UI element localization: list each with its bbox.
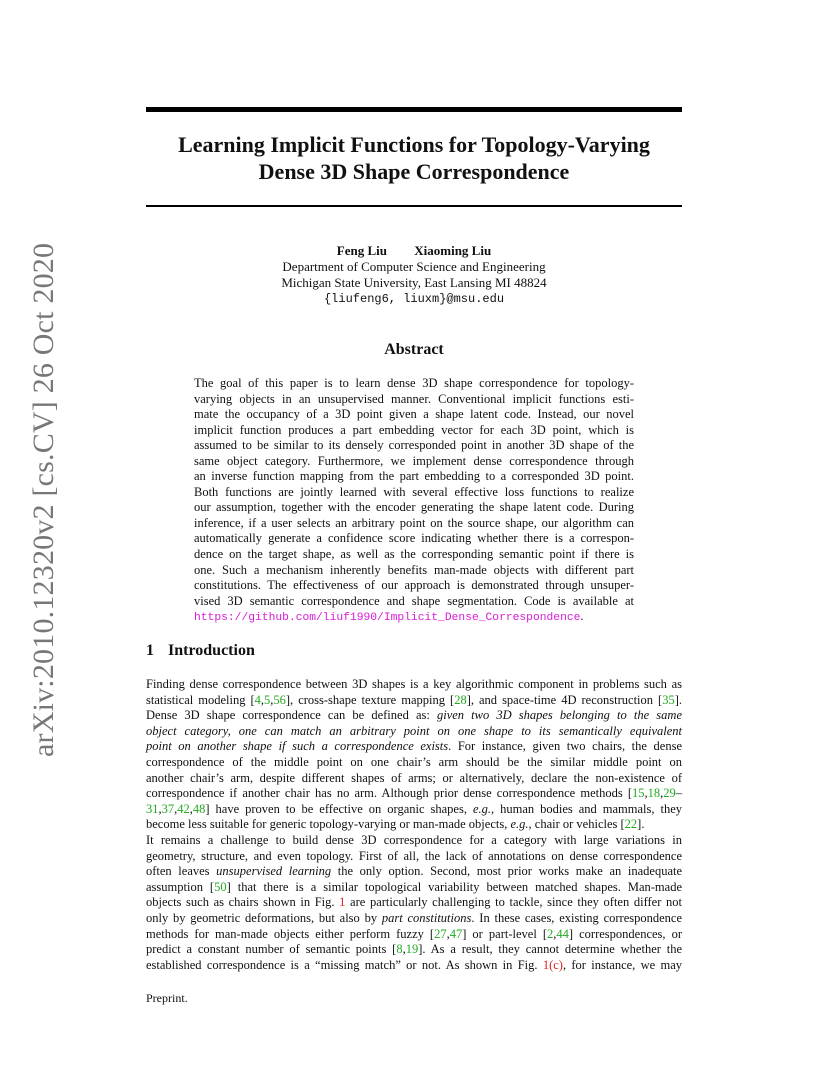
intro-paragraph-1 [146, 677, 682, 833]
text-line: correspondence if another chair has no arm. Although prior dense correspondence methods [15,18,29– [146, 786, 682, 801]
intro-paragraph-2 [146, 833, 682, 973]
citation-link[interactable]: 4 [254, 692, 261, 707]
text-line: Dense 3D shape correspondence can be defined as: given two 3D shapes belonging to the same [146, 708, 682, 723]
citation-link[interactable]: 35 [662, 692, 675, 707]
abstract-line: automatically generate a confidence score indicating whether there is a correspon- [194, 531, 634, 546]
citation-link[interactable]: 19 [405, 942, 419, 957]
text-line: Finding dense correspondence between 3D shapes is a key algorithmic component in problems such as [146, 677, 682, 691]
author-emails: {liufeng6, liuxm}@msu.edu [323, 292, 505, 306]
abstract-heading: Abstract [384, 341, 444, 358]
abstract-line: one. Such a mechanism inherently benefits man-made objects with different part [194, 562, 634, 577]
abstract-line: vised 3D semantic correspondence and shape segmentation. Code is available at [194, 593, 634, 608]
abstract-line: mate the occupancy of a 3D point given a shape latent code. Instead, our novel [194, 407, 634, 422]
author-1: Feng Liu [336, 243, 388, 258]
affiliation-line-2: Michigan State University, East Lansing MI 48824 [281, 275, 547, 290]
citation-link[interactable]: 47 [449, 926, 463, 941]
author-names [146, 243, 682, 259]
abstract-line: varying objects in an unsupervised manner. Conventional implicit functions esti- [194, 391, 634, 406]
abstract-line: dence on the target shape, as well as the corresponding semantic point if there is [194, 547, 634, 562]
section-title: Introduction [168, 642, 255, 659]
paper-title [146, 131, 682, 185]
text-line: another chair’s arm, despite different shapes of arms; or alternatively, declare the non-existence of [146, 770, 682, 785]
text-line: often leaves unsupervised learning the only option. Second, most prior works make an inadequate [146, 864, 683, 879]
abstract-line-url: https://github.com/liuf1990/Implicit_Dense_Correspondence. [194, 609, 584, 625]
title-bottom-rule [146, 205, 682, 207]
citation-link[interactable]: 29 [663, 786, 676, 801]
citation-link[interactable]: 42 [177, 801, 190, 816]
author-2: Xiaoming Liu [414, 243, 492, 258]
text-line: established correspondence is a “missing match” or not. As shown in Fig. 1(c), for instance, we may [146, 957, 682, 972]
title-line-2: Dense 3D Shape Correspondence [258, 159, 570, 184]
text-line: It remains a challenge to build dense 3D correspondence for a category with large variations in [146, 833, 682, 847]
author-block [146, 243, 682, 307]
abstract-line: Both functions are jointly learned with several effective loss functions to realize [194, 484, 634, 499]
text-line: correspondence of the middle point on one chair’s arm should be the similar middle point on [146, 754, 682, 769]
text-line: assumption [50] that there is a similar topological variability between matched shapes. Man-made [146, 879, 683, 894]
text-line: become less suitable for generic topology-varying or man-made objects, e.g., chair or vehicles [22]. [146, 817, 645, 832]
text-line: 31,37,42,48] have proven to be effective on organic shapes, e.g., human bodies and mammals, they [146, 801, 683, 816]
citation-link[interactable]: 56 [273, 692, 286, 707]
citation-link[interactable]: 5 [264, 692, 271, 707]
text-line: objects such as chairs shown in Fig. 1 are particularly challenging to tackle, since they often differ not [146, 895, 683, 910]
abstract-line: inference, if a user selects an arbitrary point on the source shape, our algorithm can [194, 515, 634, 530]
abstract-line: same object category. Furthermore, we implement dense correspondence through [194, 453, 634, 468]
citation-link[interactable]: 18 [647, 786, 661, 801]
citation-link[interactable]: 48 [192, 801, 206, 816]
citation-link[interactable]: 37 [161, 801, 175, 816]
citation-link[interactable]: 22 [624, 817, 638, 832]
citation-link[interactable]: 15 [632, 786, 645, 801]
abstract-line: The goal of this paper is to learn dense 3D shape correspondence for topology- [194, 376, 634, 390]
text-line: methods for man-made objects either perform fuzzy [27,47] or part-level [2,44] correspondences, or [146, 926, 682, 941]
abstract-body [194, 376, 634, 627]
text-line: statistical modeling [4,5,56], cross-shape texture mapping [28], and space-time 4D reconstruction [35]. [146, 692, 683, 707]
citation-link[interactable]: 44 [556, 926, 569, 941]
abstract-line: constitutions. The effectiveness of our approach is demonstrated through unsuper- [194, 578, 634, 593]
abstract-line: assumed to be similar to its densely corresponded point in another 3D shape of the [194, 438, 634, 453]
abstract-line: implicit function produces a part embedding vector for each 3D point, which is [194, 422, 634, 437]
figure-link[interactable]: 1 [339, 895, 346, 910]
arxiv-stamp: arXiv:2010.12320v2 [cs.CV] 26 Oct 2020 [27, 242, 60, 757]
section-number: 1 [146, 642, 154, 659]
citation-link[interactable]: 50 [214, 879, 227, 894]
section-heading [146, 642, 255, 660]
footer-note: Preprint. [146, 991, 188, 1005]
code-url-link[interactable]: https://github.com/liuf1990/Implicit_Dense_Correspondence [194, 612, 581, 625]
title-top-rule [146, 107, 682, 112]
title-line-1: Learning Implicit Functions for Topology-Varying [178, 132, 650, 157]
abstract-line: our assumption, together with the encoder generating the shape latent code. During [194, 500, 634, 515]
citation-link[interactable]: 31 [146, 801, 159, 816]
citation-link[interactable]: 27 [434, 926, 447, 941]
text-line: geometry, structure, and even topology. First of all, the lack of annotations on dense correspondence [146, 848, 682, 863]
citation-link[interactable]: 8 [396, 942, 403, 957]
figure-link[interactable]: 1(c) [542, 957, 563, 972]
citation-link[interactable]: 28 [454, 692, 467, 707]
citation-link[interactable]: 2 [547, 926, 554, 941]
text-line: predict a constant number of semantic points [8,19]. As a result, they cannot determine whether the [146, 942, 682, 957]
text-line: point on another shape if such a correspondence exists. For instance, given two chairs, the dense [146, 739, 682, 754]
affiliation-line-1: Department of Computer Science and Engineering [282, 259, 546, 274]
text-line: only by geometric deformations, but also by part constitutions. In these cases, existing correspondence [146, 910, 683, 925]
text-line: object category, one can match an arbitrary point on one shape to its semantically equivalent [146, 723, 682, 738]
abstract-line: an inverse function mapping from the part embedding to a corresponded 3D point. [194, 469, 634, 484]
